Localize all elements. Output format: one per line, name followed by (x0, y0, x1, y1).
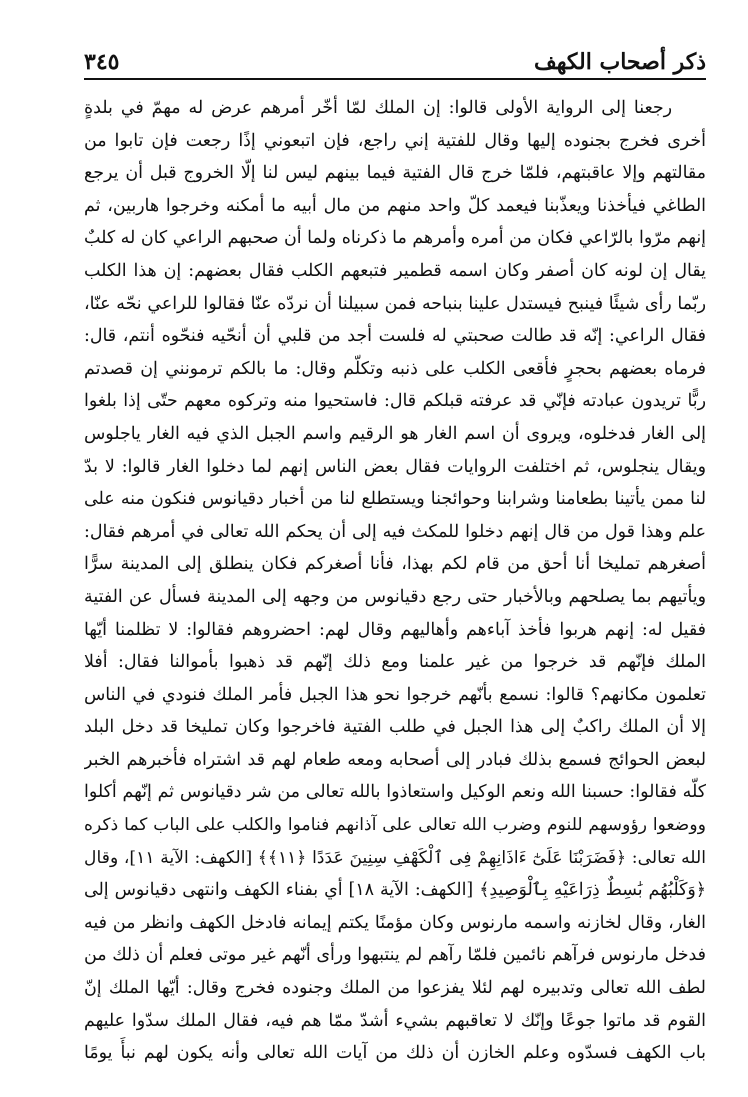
text-line: الله تعالى: ﴿فَضَرَبْنَا عَلَىٰٓ ءَاذَانِهِمْ فِى ٱلْكَهْفِ سِنِينَ عَدَدًا ﴿١١﴾﴾ [الكهف: الآية ١١]، وقال (84, 847, 706, 868)
text-line: مقالتهم وإلا عاقبتهم، فلمّا خرج قال الفتية فيما بينهم ليس لنا إلّا الخروج قبل أن يرجع (84, 163, 706, 184)
text-line: ربًّا تريدون عبادته فإنّي قد عرفته قبلكم قال: فاستحيوا منه وتركوه معهم حتّى إذا بلغوا (84, 391, 706, 412)
text-line: رجعنا إلى الرواية الأولى قالوا: إن الملك لمّا أخّر أمرهم عرض له مهمّ في بلدةٍ (84, 98, 672, 118)
page-header (84, 42, 706, 76)
text-line: تعلمون مكانهم؟ قالوا: نسمع بأنّهم خرجوا نحو هذا الجبل فأمر الملك فنودي في الناس (84, 684, 706, 705)
text-line: إنهم مرّوا بالرّاعي فكان من أمره وأمرهم ما ذكرناه ولما أن صحبهم الراعي كان له كلبٌ (84, 228, 706, 249)
text-line: ووضعوا رؤوسهم للنوم وضرب الله تعالى على آذانهم فناموا والكلب على الباب كما ذكره (84, 815, 706, 836)
text-line: لنا ممن يأتينا بطعامنا وشرابنا وحوائجنا ويستطلع لنا من أخبار دقيانوس فنكون منه على (84, 489, 706, 510)
text-line: الملك فإنّهم قد خرجوا من غير علمنا ومع ذلك إنّهم قد ذهبوا بأموالنا فقال: أفلا (84, 652, 706, 673)
text-line: أخرى فخرج بجنوده إليها وقال للفتية إني راجع، فإن اتبعوني إذًا رجعت فإن تابوا من (84, 130, 706, 151)
text-line: علم وهذا قول من قال إنهم دخلوا للمكث فيه إلى أن يحكم الله تعالى في أمرهم فقال: (84, 521, 706, 542)
text-line: القوم قد ماتوا جوعًا وإنّك لا تعاقبهم بشيء أشدّ ممّا هم فيه، فقال الملك سدّوا عليهم (84, 1010, 706, 1031)
text-line: فقال الراعي: إنّه قد طالت صحبتي له فلست أجد من قلبي أن أنحّيه فنحّوه أنتم، قال: (84, 326, 706, 347)
text-line: ربّما رأى شيئًا فينبح فيستدل علينا بنباحه فمن سبيلنا أن نردّه عنّا فقالوا للراعي نحّه عنّا، (84, 293, 706, 314)
text-line: فدخل مارنوس فرآهم نائمين فلمّا رآهم لم ينتبهوا ورأى أنّهم غير موتى فعلم أن ذلك من (84, 945, 706, 966)
text-line: الطاغي فيأخذنا ويعذّبنا فيعمد كلّ واحد منهم من مال أبيه ما أمكنه وخرجوا هاربين، ثم (84, 195, 706, 216)
text-line: الغار، وقال لخازنه واسمه مارنوس وكان مؤمنًا يكتم إيمانه فادخل الكهف وانظر من فيه (84, 912, 706, 933)
text-line: لطف الله تعالى وتدبيره لهم لئلا يفزعوا من الملك وجنوده فخرج وقال: أيّها الملك إنّ (84, 978, 706, 999)
page-number: ٣٤٥ (84, 49, 120, 75)
text-line: إلا أن الملك راكبٌ إلى هذا الجبل في طلب الفتية فاخرجوا وكان تمليخا قد دخل البلد (84, 717, 706, 738)
text-line: يقال إن لونه كان أصفر وكان اسمه قطمير فتبعهم الكلب فقال بعضهم: إن هذا الكلب (84, 260, 706, 281)
text-line: أصغرهم تمليخا أنا أحق من قام لكم بهذا، فأنا أصغركم فكان ينطلق إلى المدينة سرًّا (84, 554, 706, 575)
text-line: إلى الغار فدخلوه، ويروى أن اسم الغار هو الرقيم واسم الجبل الذي فيه الغار ياجلوس (84, 423, 706, 444)
text-line: باب الكهف فسدّوه وعلم الخازن أن ذلك من آيات الله تعالى وأنه يكون لهم نبأً يومًا (84, 1043, 706, 1064)
text-line: ويقال ينجلوس، ثم اختلفت الروايات فقال بعض الناس إنهم لما دخلوا الغار قالوا: لا بدّ (84, 456, 706, 477)
header-rule (84, 78, 706, 80)
text-line: لبعض الحوائج فسمع بذلك فبادر إلى أصحابه ومعه طعام لهم قد اشتراه فأخبرهم الخبر (84, 749, 706, 770)
text-line: فرماه بعضهم بحجرٍ فأقعى الكلب على ذنبه وتكلّم وقال: ما بالكم ترمونني إن قصدتم (84, 358, 706, 379)
text-line: ﴿وَكَلْبُهُم بَٰسِطٌ ذِرَاعَيْهِ بِٱلْوَصِيدِ﴾ [الكهف: الآية ١٨] أي بفناء الكهف وانتهى دقيانوس إلى (84, 880, 706, 901)
main-text (84, 92, 706, 1070)
running-title: ذكر أصحاب الكهف (533, 49, 706, 75)
text-line: ويأتيهم بما يصلحهم وبالأخبار حتى رجع دقيانوس من وجهه إلى المدينة فسأل عن الفتية (84, 586, 706, 607)
text-line: فقيل له: إنهم هربوا فأخذ آباءهم وأهاليهم وقال لهم: احضروهم فقالوا: لا تظلمنا أيّها (84, 619, 706, 640)
text-line: كلّه فقالوا: حسبنا الله ونعم الوكيل واستعاذوا بالله تعالى من شر دقيانوس ثم إنّهم أكلوا (84, 782, 706, 803)
